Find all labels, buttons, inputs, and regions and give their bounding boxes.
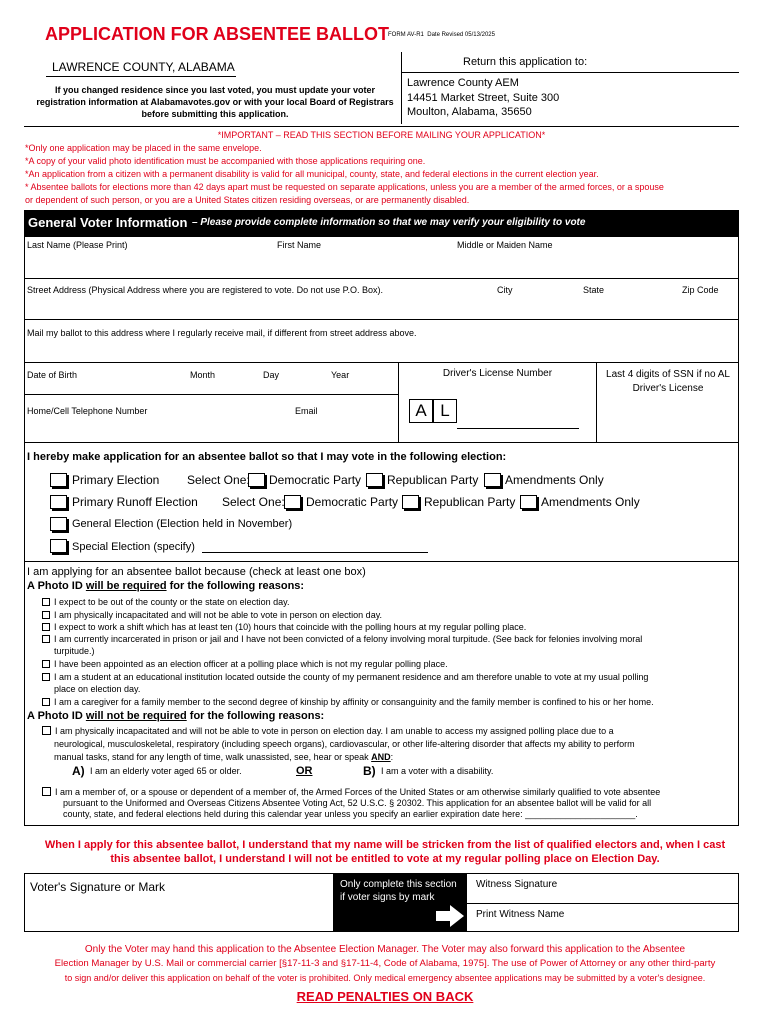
runoff-amendments-checkbox[interactable] [520,495,537,509]
email-field[interactable] [294,418,396,438]
important-item: *Only one application may be placed in the same envelope. [25,143,262,153]
zip-field[interactable] [672,297,736,317]
warning-line2: this absentee ballot, I understand I will not be entitled to vote at my regular polling place on Election Day. [110,853,660,865]
photo-notreq-suffix: for the following reasons: [186,710,325,722]
state-field[interactable] [580,297,670,317]
mail-address-field[interactable] [26,340,736,360]
arrow-right-icon [436,905,464,927]
witness-divider [467,903,739,904]
reason-checkbox[interactable] [42,787,51,796]
middle-name-label: Middle or Maiden Name [457,240,553,250]
reasons-intro: I am applying for an absentee ballot because (check at least one box) [27,566,366,578]
reason-disabled [42,725,732,737]
reason-incarcerated [42,633,732,645]
dl-number-line [457,428,579,429]
form-number: FORM AV-R1 [388,32,424,38]
important-item: *A copy of your valid photo identification must be accompanied with those applications requiring one. [25,156,426,166]
return-divider [402,72,739,73]
reason-text: I have been appointed as an election officer at a polling place which is not my regular polling place. [54,659,448,669]
select-one-label: Select One: [222,495,285,509]
row-divider [24,394,398,395]
reason-text: manual tasks, stand for any length of time, walk unassisted, see, hear or speak [54,752,372,762]
photo-notreq-underline: will not be required [85,710,187,722]
last-name-field[interactable] [26,252,274,276]
return-label: Return this application to: [463,56,588,68]
date-revised: Date Revised 05/13/2025 [427,32,495,38]
reason-checkbox[interactable] [42,623,50,631]
reason-incarcerated-cont [54,645,744,657]
first-name-label: First Name [277,240,322,250]
special-election-label: Special Election (specify) [72,541,195,553]
city-label: City [497,285,513,295]
reason-incapacitated [42,609,732,621]
month-label: Month [190,370,216,380]
form-title: APPLICATION FOR ABSENTEE BALLOT [45,24,389,44]
and-text: AND [371,752,391,762]
update-notice: If you changed residence since you last voted, you must update your voter registration information at Alabamavotes.gov or with your local Board of Registrars before submitting this application. [36,85,394,119]
reason-text: I am physically incapacitated and will not be able to vote in person on election day. [54,610,383,620]
footer-line2: Election Manager by U.S. Mail or commercial carrier [§17-11-3 and §17-11-4, Code of Alabama, 1975]. The use of Power of Attorney or any other third-party [54,958,716,969]
election-heading: I hereby make application for an absentee ballot so that I may vote in the following election: [27,451,507,463]
phone-label: Home/Cell Telephone Number [27,406,148,416]
dl-prefix-a: A [415,401,427,420]
warning-line1: When I apply for this absentee ballot, I understand that my name will be stricken from the list of qualified electors and, when I cast [44,839,726,851]
reason-text: neurological, musculoskeletal, respiratory (including speech organs), cardiovascular, or other life-altering disorder that affects my ability to perform [54,739,635,749]
row-divider [24,278,739,279]
reason-text: county, state, and federal elections held during this calendar year unless you specify an earlier expiration date here: ______________________. [63,809,638,819]
primary-democratic-label: Democratic Party [269,473,362,487]
photo-not-required-heading [27,710,324,722]
reason-caregiver [42,696,732,708]
runoff-democratic-label: Democratic Party [306,495,399,509]
reason-text: turpitude.) [54,646,95,656]
primary-election-checkbox[interactable] [50,473,67,487]
primary-democratic-checkbox[interactable] [248,473,265,487]
voter-info-subtitle: – Please provide complete information so that we may verify your eligibility to vote [192,217,586,228]
ssn-field[interactable] [600,400,734,438]
special-election-checkbox[interactable] [50,539,67,553]
drivers-license-label: Driver's License Number [442,368,553,379]
reason-checkbox[interactable] [42,660,50,668]
county-name: LAWRENCE COUNTY, ALABAMA [52,60,235,74]
reason-checkbox[interactable] [42,635,50,643]
general-election-checkbox[interactable] [50,517,67,531]
important-top-rule [24,126,739,127]
first-name-field[interactable] [276,252,454,276]
print-witness-label: Print Witness Name [476,909,565,920]
zip-label: Zip Code [682,285,719,295]
reason-military-cont [63,808,753,820]
reason-text: I am physically incapacitated and will not be able to vote in person on election day. I am unable to access my assigned polling place due to a [55,726,614,736]
day-label: Day [263,370,280,380]
reason-text: pursuant to the Uniformed and Overseas Citizens Absentee Voting Act, 52 U.S.C. § 20302. This application for an absentee ballot will be valid for all [63,798,652,808]
important-heading: *IMPORTANT – READ THIS SECTION BEFORE MAILING YOUR APPLICATION* [217,130,546,140]
year-label: Year [331,370,350,380]
footer-line3: to sign and/or deliver this application on behalf of the voter is prohibited. Only medical emergency absentee applications may be submitted by a voter's designee. [64,973,706,983]
reason-work-shift [42,621,732,633]
reason-disabled-cont [54,751,744,763]
reason-text: I expect to be out of the county or the state on election day. [54,597,290,607]
mark-note: Only complete this section if voter signs by mark [340,879,457,903]
reason-checkbox[interactable] [42,611,50,619]
reason-text: : [390,752,394,762]
print-witness-field[interactable] [470,920,736,930]
reason-checkbox[interactable] [42,598,50,606]
return-line3: Moulton, Alabama, 35650 [407,106,532,118]
voter-signature-label: Voter's Signature or Mark [30,880,166,894]
runoff-election-label: Primary Runoff Election [72,495,198,509]
important-item: or dependent of such person, or you are a United States citizen residing overseas, or are permanently disabled. [25,195,470,205]
reason-text: I expect to work a shift which has at least ten (10) hours that coincide with the polling hours at my regular polling place. [54,622,527,632]
reason-election-officer [42,658,732,670]
runoff-democratic-checkbox[interactable] [284,495,301,509]
select-one-label: Select One: [187,473,250,487]
important-item: *An application from a citizen with a permanent disability is valid for all municipal, county, state, and federal elections in the current election year. [25,169,599,179]
reason-checkbox[interactable] [42,698,50,706]
primary-amendments-checkbox[interactable] [484,473,501,487]
mail-address-label: Mail my ballot to this address where I regularly receive mail, if different from street address above. [27,328,417,338]
reason-student-cont [54,683,744,695]
photo-required-heading [27,580,304,592]
col-divider [596,362,597,443]
voter-info-bar [24,210,739,236]
phone-field[interactable] [26,418,292,438]
photo-req-prefix: A Photo ID [27,580,86,592]
photo-req-suffix: for the following reasons: [166,580,305,592]
reason-text: place on election day. [54,684,141,694]
form-id [388,32,495,38]
state-label: State [583,285,605,295]
option-b-text: I am a voter with a disability. [381,766,494,776]
important-item: * Absentee ballots for elections more than 42 days apart must be requested on separate applications, unless you are a member of the armed forces, or a spouse [25,182,664,192]
reason-checkbox[interactable] [42,726,51,735]
special-election-line [202,552,428,553]
option-b-letter: B) [363,764,376,778]
county-underline [46,76,236,77]
or-text: OR [296,765,313,777]
reason-text: I am currently incarcerated in prison or jail and I have not been convicted of a felony involving moral turpitude. (See back for felonies involving moral [54,634,643,644]
runoff-amendments-label: Amendments Only [541,495,640,509]
street-field[interactable] [26,297,486,317]
reason-text: I am a student at an educational institution located outside the county of my permanent residence and am therefore unable to vote at my usual polling [54,672,649,682]
runoff-republican-checkbox[interactable] [402,495,419,509]
general-election-label: General Election (Election held in November) [72,518,293,530]
city-field[interactable] [488,297,578,317]
reason-text: I am a caregiver for a family member to the second degree of kinship by affinity or consanguinity and the family member is confined to his or her home. [54,697,654,707]
dob-label: Date of Birth [27,370,78,380]
row-divider [24,319,739,320]
reason-text: I am a member of, or a spouse or dependent of a member of, the Armed Forces of the United States or am otherwise similarly qualified to vote absentee [55,787,661,797]
option-a-text: I am an elderly voter aged 65 or older. [90,766,242,776]
voter-info-title: General Voter Information [28,215,188,230]
last-name-label: Last Name (Please Print) [27,240,128,250]
runoff-election-checkbox[interactable] [50,495,67,509]
reason-disabled-cont [54,738,744,750]
reason-student [42,671,732,683]
row-divider [24,362,739,363]
primary-election-label: Primary Election [72,473,160,487]
option-a-letter: A) [72,764,85,778]
primary-amendments-label: Amendments Only [505,473,604,487]
reason-out-of-county [42,596,732,608]
primary-republican-label: Republican Party [387,473,479,487]
witness-signature-label: Witness Signature [476,879,558,890]
middle-name-field[interactable] [456,252,736,276]
dl-prefix-l: L [440,401,450,420]
street-label: Street Address (Physical Address where you are registered to vote. Do not use P.O. Box). [27,285,384,295]
ssn-label: Last 4 digits of SSN if no AL Driver's License [606,369,730,394]
photo-req-underline: will be required [85,580,167,592]
dl-number-field[interactable] [458,405,578,427]
special-election-field[interactable] [202,536,428,552]
reason-checkbox[interactable] [42,673,50,681]
footer-line1: Only the Voter may hand this application to the Absentee Election Manager. The Voter may also forward this application to the Absentee [84,944,686,955]
email-label: Email [295,406,318,416]
photo-notreq-prefix: A Photo ID [27,710,86,722]
penalties-link[interactable]: READ PENALTIES ON BACK [296,989,474,1004]
voter-signature-field[interactable] [26,896,331,930]
witness-signature-field[interactable] [470,890,736,902]
runoff-republican-label: Republican Party [424,495,516,509]
return-line2: 14451 Market Street, Suite 300 [407,92,560,104]
primary-republican-checkbox[interactable] [366,473,383,487]
return-line1: Lawrence County AEM [407,77,519,89]
